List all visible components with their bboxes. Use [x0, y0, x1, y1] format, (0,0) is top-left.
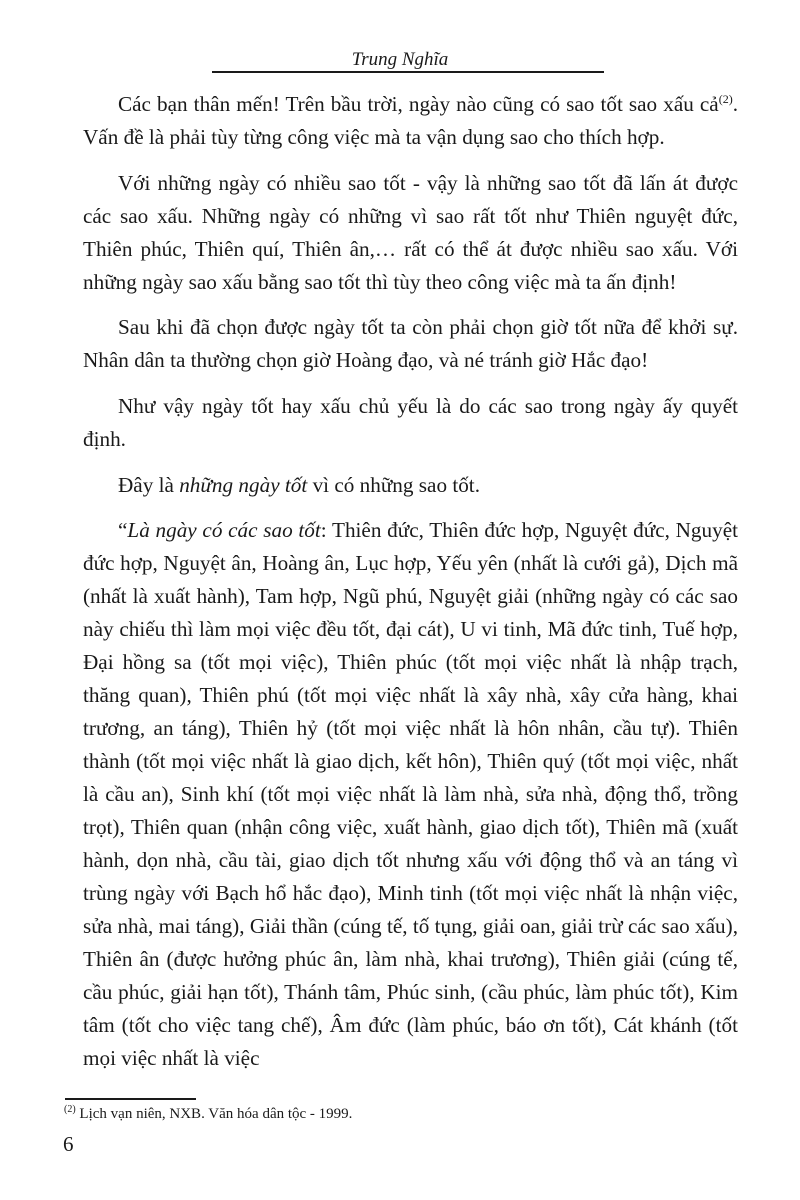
running-header-author: Trung Nghĩa: [351, 49, 449, 70]
paragraph-1-text-after: . Vấn đề là phải tùy từng công việc mà ta vận dụng sao cho thích hợp.: [83, 92, 738, 149]
paragraph-4: Như vậy ngày tốt hay xấu chủ yếu là do các sao trong ngày ấy quyết định.: [83, 394, 738, 452]
paragraph-3: Sau khi đã chọn được ngày tốt ta còn phải chọn giờ tốt nữa để khởi sự. Nhân dân ta thường chọn giờ Hoàng đạo, và né tránh giờ Hắc đạo!: [83, 315, 738, 373]
footnote: [64, 1103, 664, 1125]
paragraph-1-text: Các bạn thân mến! Trên bầu trời, ngày nào cũng có sao tốt sao xấu cả: [118, 92, 719, 116]
paragraph-5-before: Đây là: [118, 472, 180, 497]
paragraph-5: [83, 469, 738, 502]
paragraph-6-italic: Là ngày có các sao tốt: [127, 518, 321, 543]
footnote-reference: (2): [718, 92, 733, 106]
footnote-mark: (2): [64, 1104, 76, 1115]
page-number: 6: [63, 1132, 74, 1156]
paragraph-2: Với những ngày có nhiều sao tốt - vậy là những sao tốt đã lấn át được các sao xấu. Những ngày có những vì sao rất tốt như Thiên nguyệt đức, Thiên phúc, Thiên quí, Thiên ân,… rất có thể át được nhiều sao xấu. Với những ngày sao xấu bằng sao tốt thì tùy theo công việc mà ta ấn định!: [83, 170, 738, 294]
page-body: [83, 88, 738, 1075]
opening-quote: “: [118, 518, 128, 543]
footnote-divider: [65, 1098, 196, 1100]
paragraph-6: [83, 514, 738, 1075]
paragraph-5-italic: những ngày tốt: [179, 472, 308, 497]
footnote-text: Lịch vạn niên, NXB. Văn hóa dân tộc - 1999.: [75, 1106, 353, 1122]
paragraph-6-text: : Thiên đức, Thiên đức hợp, Nguyệt đức, Nguyệt đức hợp, Nguyệt ân, Hoàng ân, Lục hợp, Yếu yên (nhất là cưới gả), Dịch mã (nhất là xuất hành), Tam hợp, Ngũ phú, Nguyệt giải (những ngày có các sao này chiếu thì làm mọi việc đều tốt, đại cát), U vi tinh, Mã đức tinh, Tuế hợp, Đại hồng sa (tốt mọi việc), Thiên phúc (tốt mọi việc nhất là nhập trạch, thăng quan), Thiên phú (tốt mọi việc nhất là xây nhà, xây cửa hàng, khai trương, an táng), Thiên hỷ (tốt mọi việc nhất là hôn nhân, cầu tự). Thiên thành (tốt mọi việc nhất là giao dịch, kết hôn), Thiên quý (tốt mọi việc, nhất là cầu an), Sinh khí (tốt mọi việc nhất là làm nhà, sửa nhà, động thổ, trồng trọt), Thiên quan (nhận công việc, xuất hành, giao dịch tốt), Thiên mã (xuất hành, dọn nhà, cầu tài, giao dịch tốt nhưng xấu với động thổ và an táng vì trùng ngày với Bạch hổ hắc đạo), Minh tinh (tốt mọi việc nhất là nhận việc, sửa nhà, mai táng), Giải thần (cúng tế, tố tụng, giải oan, giải trừ các sao xấu), Thiên ân (được hưởng phúc ân, làm nhà, khai trương), Thiên giải (cúng tế, cầu phúc, giải hạn tốt), Thánh tâm, Phúc sinh, (cầu phúc, làm phúc tốt), Kim tâm (tốt cho việc tang chế), Âm đức (làm phúc, báo ơn tốt), Cát khánh (tốt mọi việc nhất là việc: [83, 518, 738, 1071]
paragraph-1: [83, 88, 738, 154]
header-divider: [212, 71, 604, 73]
paragraph-5-after: vì có những sao tốt.: [307, 472, 480, 497]
